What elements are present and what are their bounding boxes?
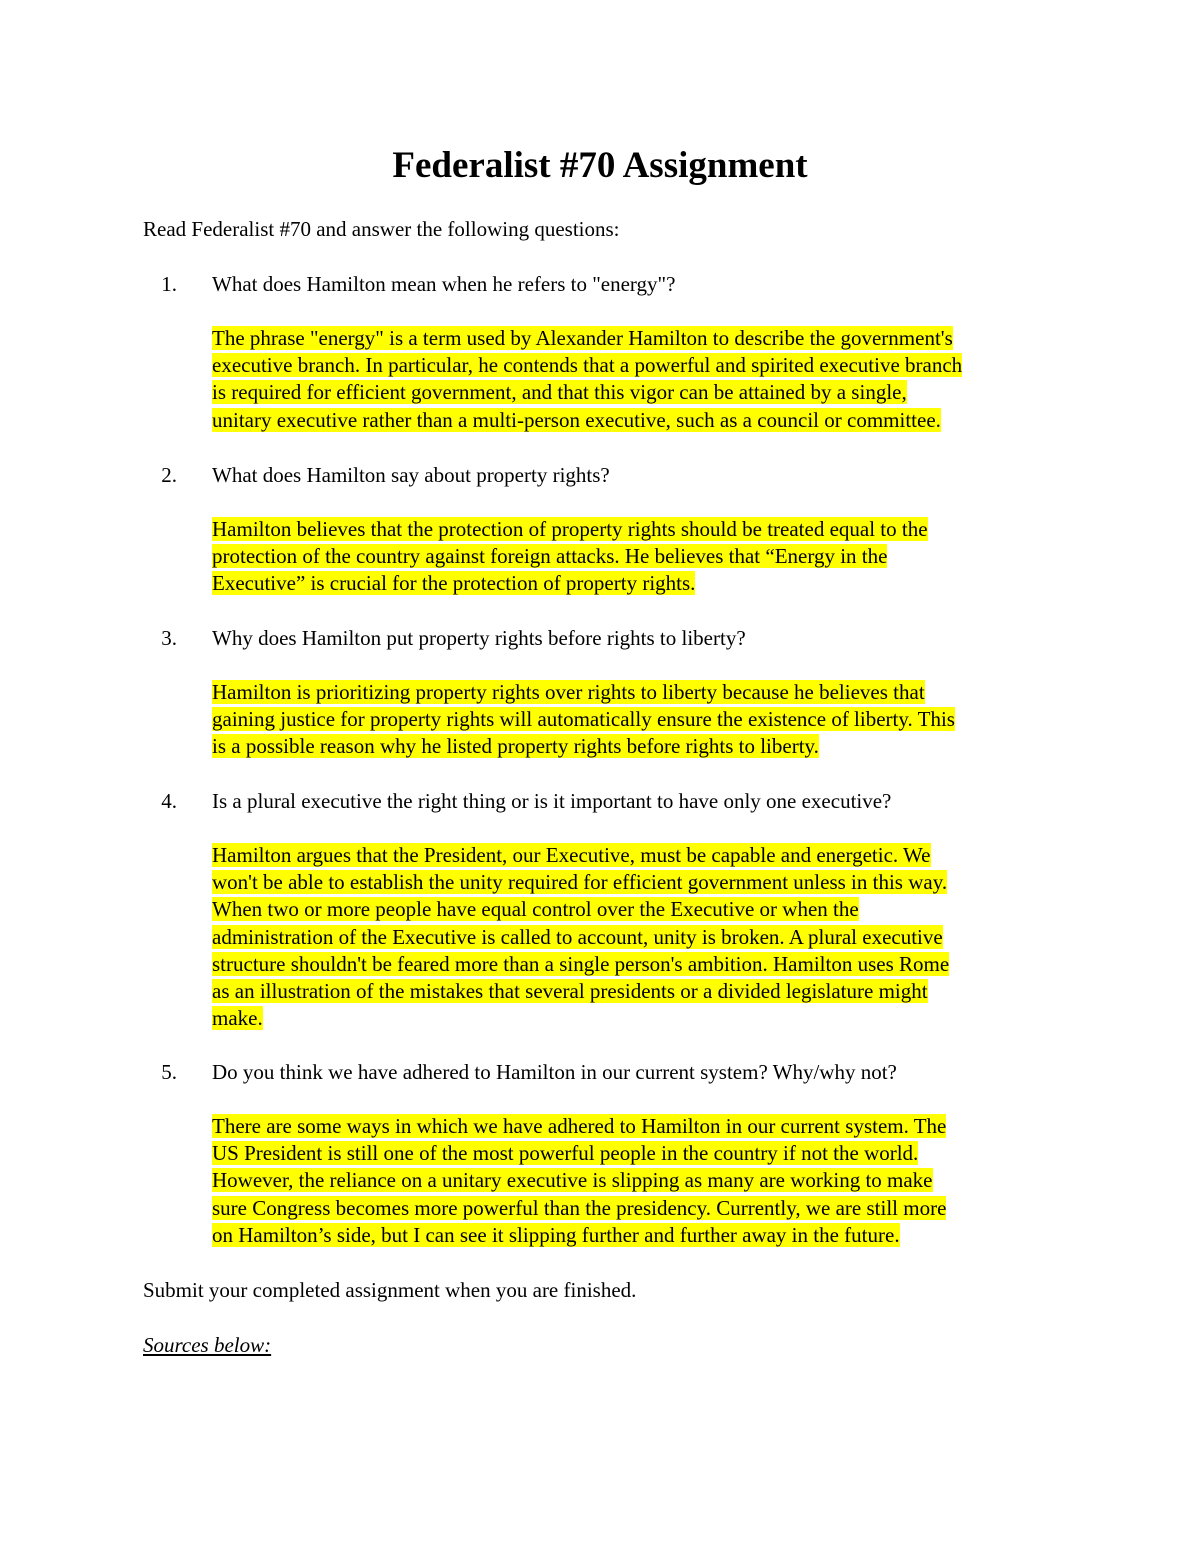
question-text: Why does Hamilton put property rights before rights to liberty?: [212, 626, 746, 650]
question-number: 4.: [161, 789, 177, 813]
answer-4: [212, 842, 1072, 1032]
answer-line: executive branch. In particular, he contends that a powerful and spirited executive branch: [212, 353, 963, 378]
question-text: Do you think we have adhered to Hamilton in our current system? Why/why not?: [212, 1060, 897, 1084]
question-number: 2.: [161, 463, 177, 487]
question-3: [143, 625, 746, 652]
answer-line: Hamilton believes that the protection of property rights should be treated equal to the: [212, 517, 928, 541]
answer-line: on Hamilton’s side, but I can see it slipping further and further away in the future.: [212, 1222, 900, 1247]
question-number: 5.: [161, 1060, 177, 1084]
answer-3: [212, 679, 1072, 761]
answer-line: gaining justice for property rights will automatically ensure the existence of liberty. This: [212, 707, 955, 732]
answer-line: When two or more people have equal control over the Executive or when the: [212, 897, 859, 922]
answer-line: won't be able to establish the unity required for efficient government unless in this way.: [212, 870, 948, 895]
intro-text: Read Federalist #70 and answer the following questions:: [143, 217, 620, 241]
question-2: [143, 462, 610, 489]
answer-line: Hamilton is prioritizing property rights over rights to liberty because he believes that: [212, 680, 925, 704]
answer-line: Hamilton argues that the President, our Executive, must be capable and energetic. We: [212, 843, 931, 867]
answer-5: [212, 1113, 1072, 1249]
answer-1: [212, 325, 1072, 434]
question-5: [143, 1059, 897, 1086]
answer-line: is a possible reason why he listed property rights before rights to liberty.: [212, 734, 819, 759]
answer-line: sure Congress becomes more powerful than the presidency. Currently, we are still more: [212, 1195, 947, 1220]
answer-line: administration of the Executive is called to account, unity is broken. A plural executive: [212, 924, 943, 949]
answer-2: [212, 516, 1072, 598]
answer-line: The phrase "energy" is a term used by Alexander Hamilton to describe the government's: [212, 326, 953, 350]
answer-line: structure shouldn't be feared more than a single person's ambition. Hamilton uses Rome: [212, 951, 950, 976]
closing-text: Submit your completed assignment when you are finished.: [143, 1278, 637, 1302]
question-text: What does Hamilton say about property rights?: [212, 463, 610, 487]
question-number: 3.: [161, 626, 177, 650]
answer-line: There are some ways in which we have adhered to Hamilton in our current system. The: [212, 1114, 947, 1138]
question-1: [143, 271, 675, 298]
answer-line: as an illustration of the mistakes that several presidents or a divided legislature might: [212, 979, 928, 1004]
question-4: [143, 788, 891, 815]
question-number: 1.: [161, 272, 177, 296]
answer-line: US President is still one of the most powerful people in the country if not the world.: [212, 1141, 919, 1166]
answer-line: is required for efficient government, and that this vigor can be attained by a single,: [212, 380, 907, 405]
question-text: What does Hamilton mean when he refers to "energy"?: [212, 272, 676, 296]
answer-line: unitary executive rather than a multi-person executive, such as a council or committee.: [212, 407, 941, 432]
sources-heading: Sources below:: [143, 1333, 272, 1357]
answer-line: However, the reliance on a unitary executive is slipping as many are working to make: [212, 1168, 933, 1193]
answer-line: make.: [212, 1006, 263, 1031]
answer-line: Executive” is crucial for the protection of property rights.: [212, 571, 696, 596]
question-text: Is a plural executive the right thing or is it important to have only one executive?: [212, 789, 892, 813]
document-title: Federalist #70 Assignment: [392, 145, 808, 186]
answer-line: protection of the country against foreign attacks. He believes that “Energy in the: [212, 544, 888, 569]
